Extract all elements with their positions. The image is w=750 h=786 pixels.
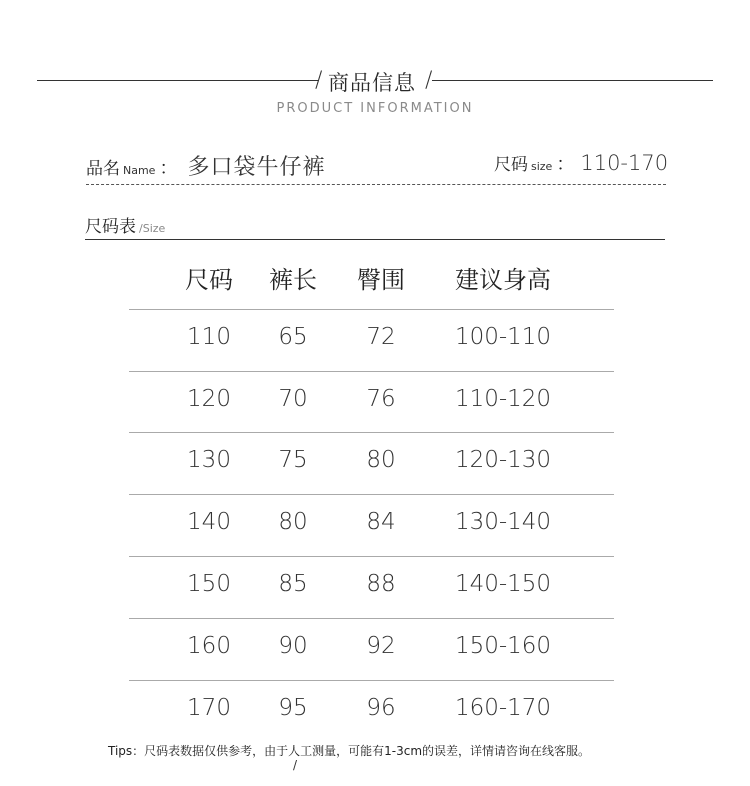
header-slash-left: / — [315, 68, 323, 93]
cell-hip: 88 — [366, 571, 396, 597]
table-row — [129, 681, 614, 743]
cell-size: 110 — [187, 324, 231, 350]
table-row — [129, 495, 614, 557]
section-title: 商品信息 — [328, 71, 416, 95]
col-header-size: 尺码 — [185, 266, 233, 294]
dashed-divider — [86, 184, 666, 185]
tips-note: Tips：尺码表数据仅供参考，由于人工测量，可能有1-3cm的误差，详情请咨询在线客服。 — [108, 744, 591, 758]
table-row — [129, 372, 614, 434]
decorative-tick: / — [293, 758, 298, 772]
cell-hip: 80 — [366, 447, 396, 473]
header-divider-right — [432, 80, 713, 81]
size-chart-label-cn: 尺码表 — [85, 217, 136, 237]
cell-height: 160-170 — [454, 695, 552, 721]
name-label-en: Name — [123, 164, 156, 177]
cell-size: 140 — [187, 509, 231, 535]
col-header-hip: 臀围 — [357, 266, 405, 294]
col-header-height: 建议身高 — [455, 266, 551, 294]
cell-hip: 72 — [366, 324, 396, 350]
size-label-en: size — [531, 160, 553, 173]
table-row — [129, 310, 614, 372]
col-header-length: 裤长 — [269, 266, 317, 294]
table-row — [129, 433, 614, 495]
size-range-value: 110-170 — [580, 151, 669, 175]
name-label: 品名 — [86, 159, 120, 179]
product-name-value: 多口袋牛仔裤 — [187, 155, 326, 180]
table-row — [129, 557, 614, 619]
size-label: 尺码 — [494, 155, 528, 175]
cell-length: 95 — [278, 695, 308, 721]
cell-hip: 92 — [366, 633, 396, 659]
cell-height: 150-160 — [454, 633, 552, 659]
cell-size: 150 — [187, 571, 231, 597]
size-colon: ： — [556, 154, 575, 175]
table-header-row — [129, 248, 614, 310]
cell-length: 70 — [278, 386, 308, 412]
cell-size: 160 — [187, 633, 231, 659]
size-chart-underline — [85, 239, 665, 240]
cell-hip: 96 — [366, 695, 396, 721]
size-range-block — [494, 150, 668, 176]
cell-height: 120-130 — [454, 447, 552, 473]
cell-size: 130 — [187, 447, 231, 473]
header-divider-left — [37, 80, 319, 81]
cell-hip: 84 — [366, 509, 396, 535]
cell-hip: 76 — [366, 386, 396, 412]
cell-size: 120 — [187, 386, 231, 412]
table-row — [129, 619, 614, 681]
cell-height: 100-110 — [454, 324, 552, 350]
cell-length: 80 — [278, 509, 308, 535]
cell-length: 85 — [278, 571, 308, 597]
size-chart-label-en: /Size — [139, 222, 166, 235]
cell-length: 90 — [278, 633, 308, 659]
header-slash-right: / — [425, 68, 433, 93]
size-chart-label — [85, 212, 165, 237]
name-colon: ： — [159, 158, 178, 179]
cell-size: 170 — [187, 695, 231, 721]
product-name-row — [86, 150, 669, 180]
cell-height: 130-140 — [454, 509, 552, 535]
cell-length: 75 — [278, 447, 308, 473]
cell-length: 65 — [278, 324, 308, 350]
cell-height: 110-120 — [454, 386, 552, 412]
section-subtitle: PRODUCT INFORMATION — [276, 101, 474, 116]
cell-height: 140-150 — [454, 571, 552, 597]
